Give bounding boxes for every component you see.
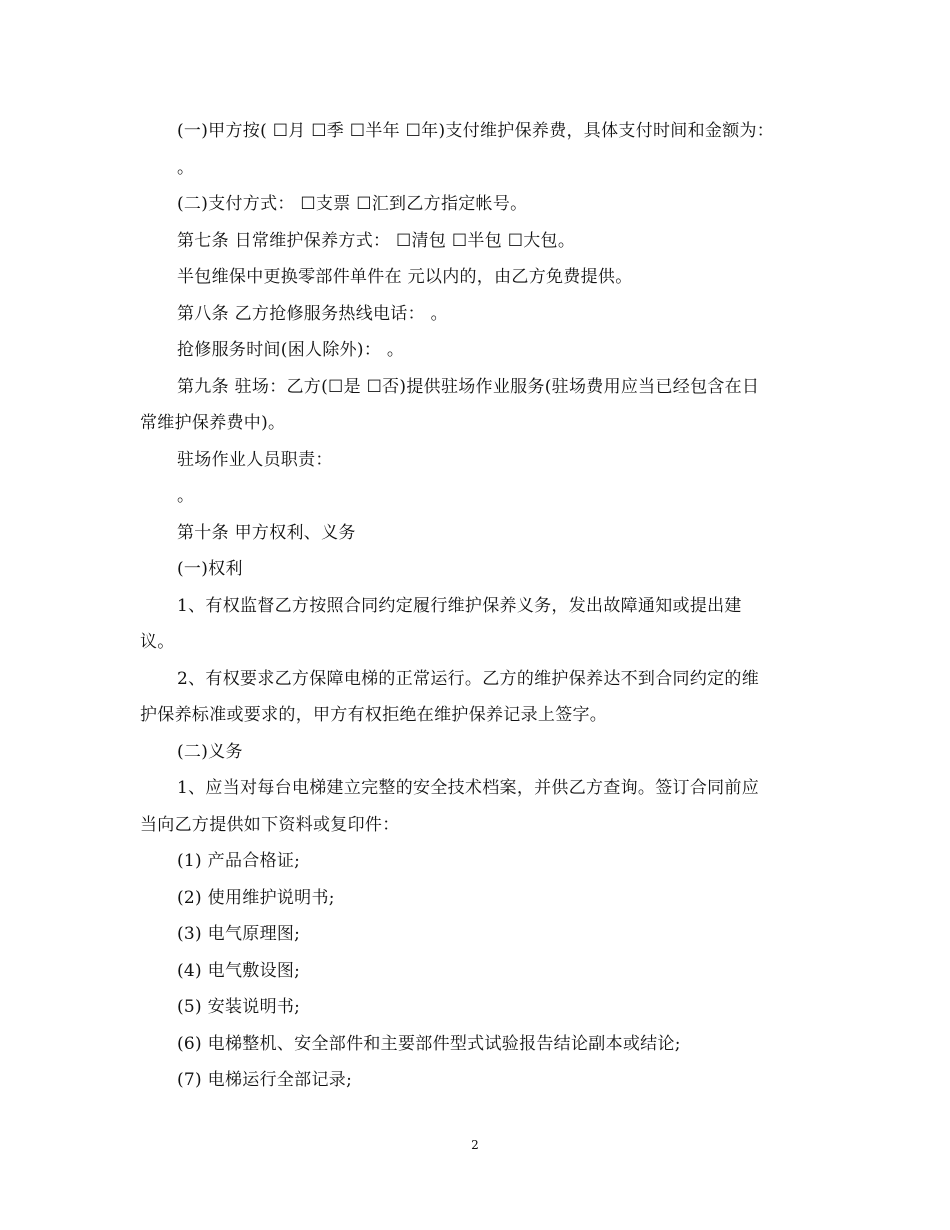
text-line: 1、有权监督乙方按照合同约定履行维护保养义务，发出故障通知或提出建 [177, 595, 742, 616]
section-heading: 第十条 甲方权利、义务 [177, 522, 356, 543]
text-line: 。 [177, 157, 195, 178]
page-number: 2 [471, 1138, 479, 1152]
list-item: (3) 电气原理图; [177, 924, 301, 944]
text-line: 。 [177, 486, 195, 506]
list-item: (2) 使用维护说明书; [177, 887, 335, 908]
subsection-heading: (二)义务 [177, 741, 243, 762]
text-line: 2、有权要求乙方保障电梯的正常运行。乙方的维护保养达不到合同约定的维 [177, 668, 760, 689]
text-line: 第七条 日常维护保养方式： ☐清包 ☐半包 ☐大包。 [177, 230, 576, 251]
text-line: 抢修服务时间(困人除外)： 。 [177, 340, 405, 360]
text-line: 常维护保养费中)。 [140, 413, 286, 433]
list-item: (1) 产品合格证; [177, 851, 301, 871]
document-body [140, 113, 810, 1099]
subsection-heading: (一)权利 [177, 559, 243, 579]
text-line: (一)甲方按( ☐月 ☐季 ☐半年 ☐年)支付维护保养费，具体支付时间和金额为： [177, 121, 775, 141]
text-line: 第八条 乙方抢修服务热线电话： 。 [177, 303, 448, 324]
text-line: 1、应当对每台电梯建立完整的安全技术档案，并供乙方查询。签订合同前应 [177, 778, 760, 798]
text-line: 驻场作业人员职责： [177, 449, 333, 470]
text-line: 半包维保中更换零部件单件在 元以内的，由乙方免费提供。 [177, 267, 633, 287]
text-line: 议。 [140, 632, 175, 652]
list-item: (5) 安装说明书; [177, 997, 301, 1017]
list-item: (6) 电梯整机、安全部件和主要部件型式试验报告结论副本或结论; [177, 1033, 681, 1054]
list-item: (7) 电梯运行全部记录; [177, 1070, 353, 1090]
text-line: 第九条 驻场：乙方(☐是 ☐否)提供驻场作业服务(驻场费用应当已经包含在日 [177, 376, 760, 397]
text-line: 当向乙方提供如下资料或复印件： [140, 814, 400, 835]
text-line: 护保养标准或要求的，甲方有权拒绝在维护保养记录上签字。 [140, 705, 608, 725]
list-item: (4) 电气敷设图; [177, 960, 301, 981]
text-line: (二)支付方式： ☐支票 ☐汇到乙方指定帐号。 [177, 194, 528, 214]
